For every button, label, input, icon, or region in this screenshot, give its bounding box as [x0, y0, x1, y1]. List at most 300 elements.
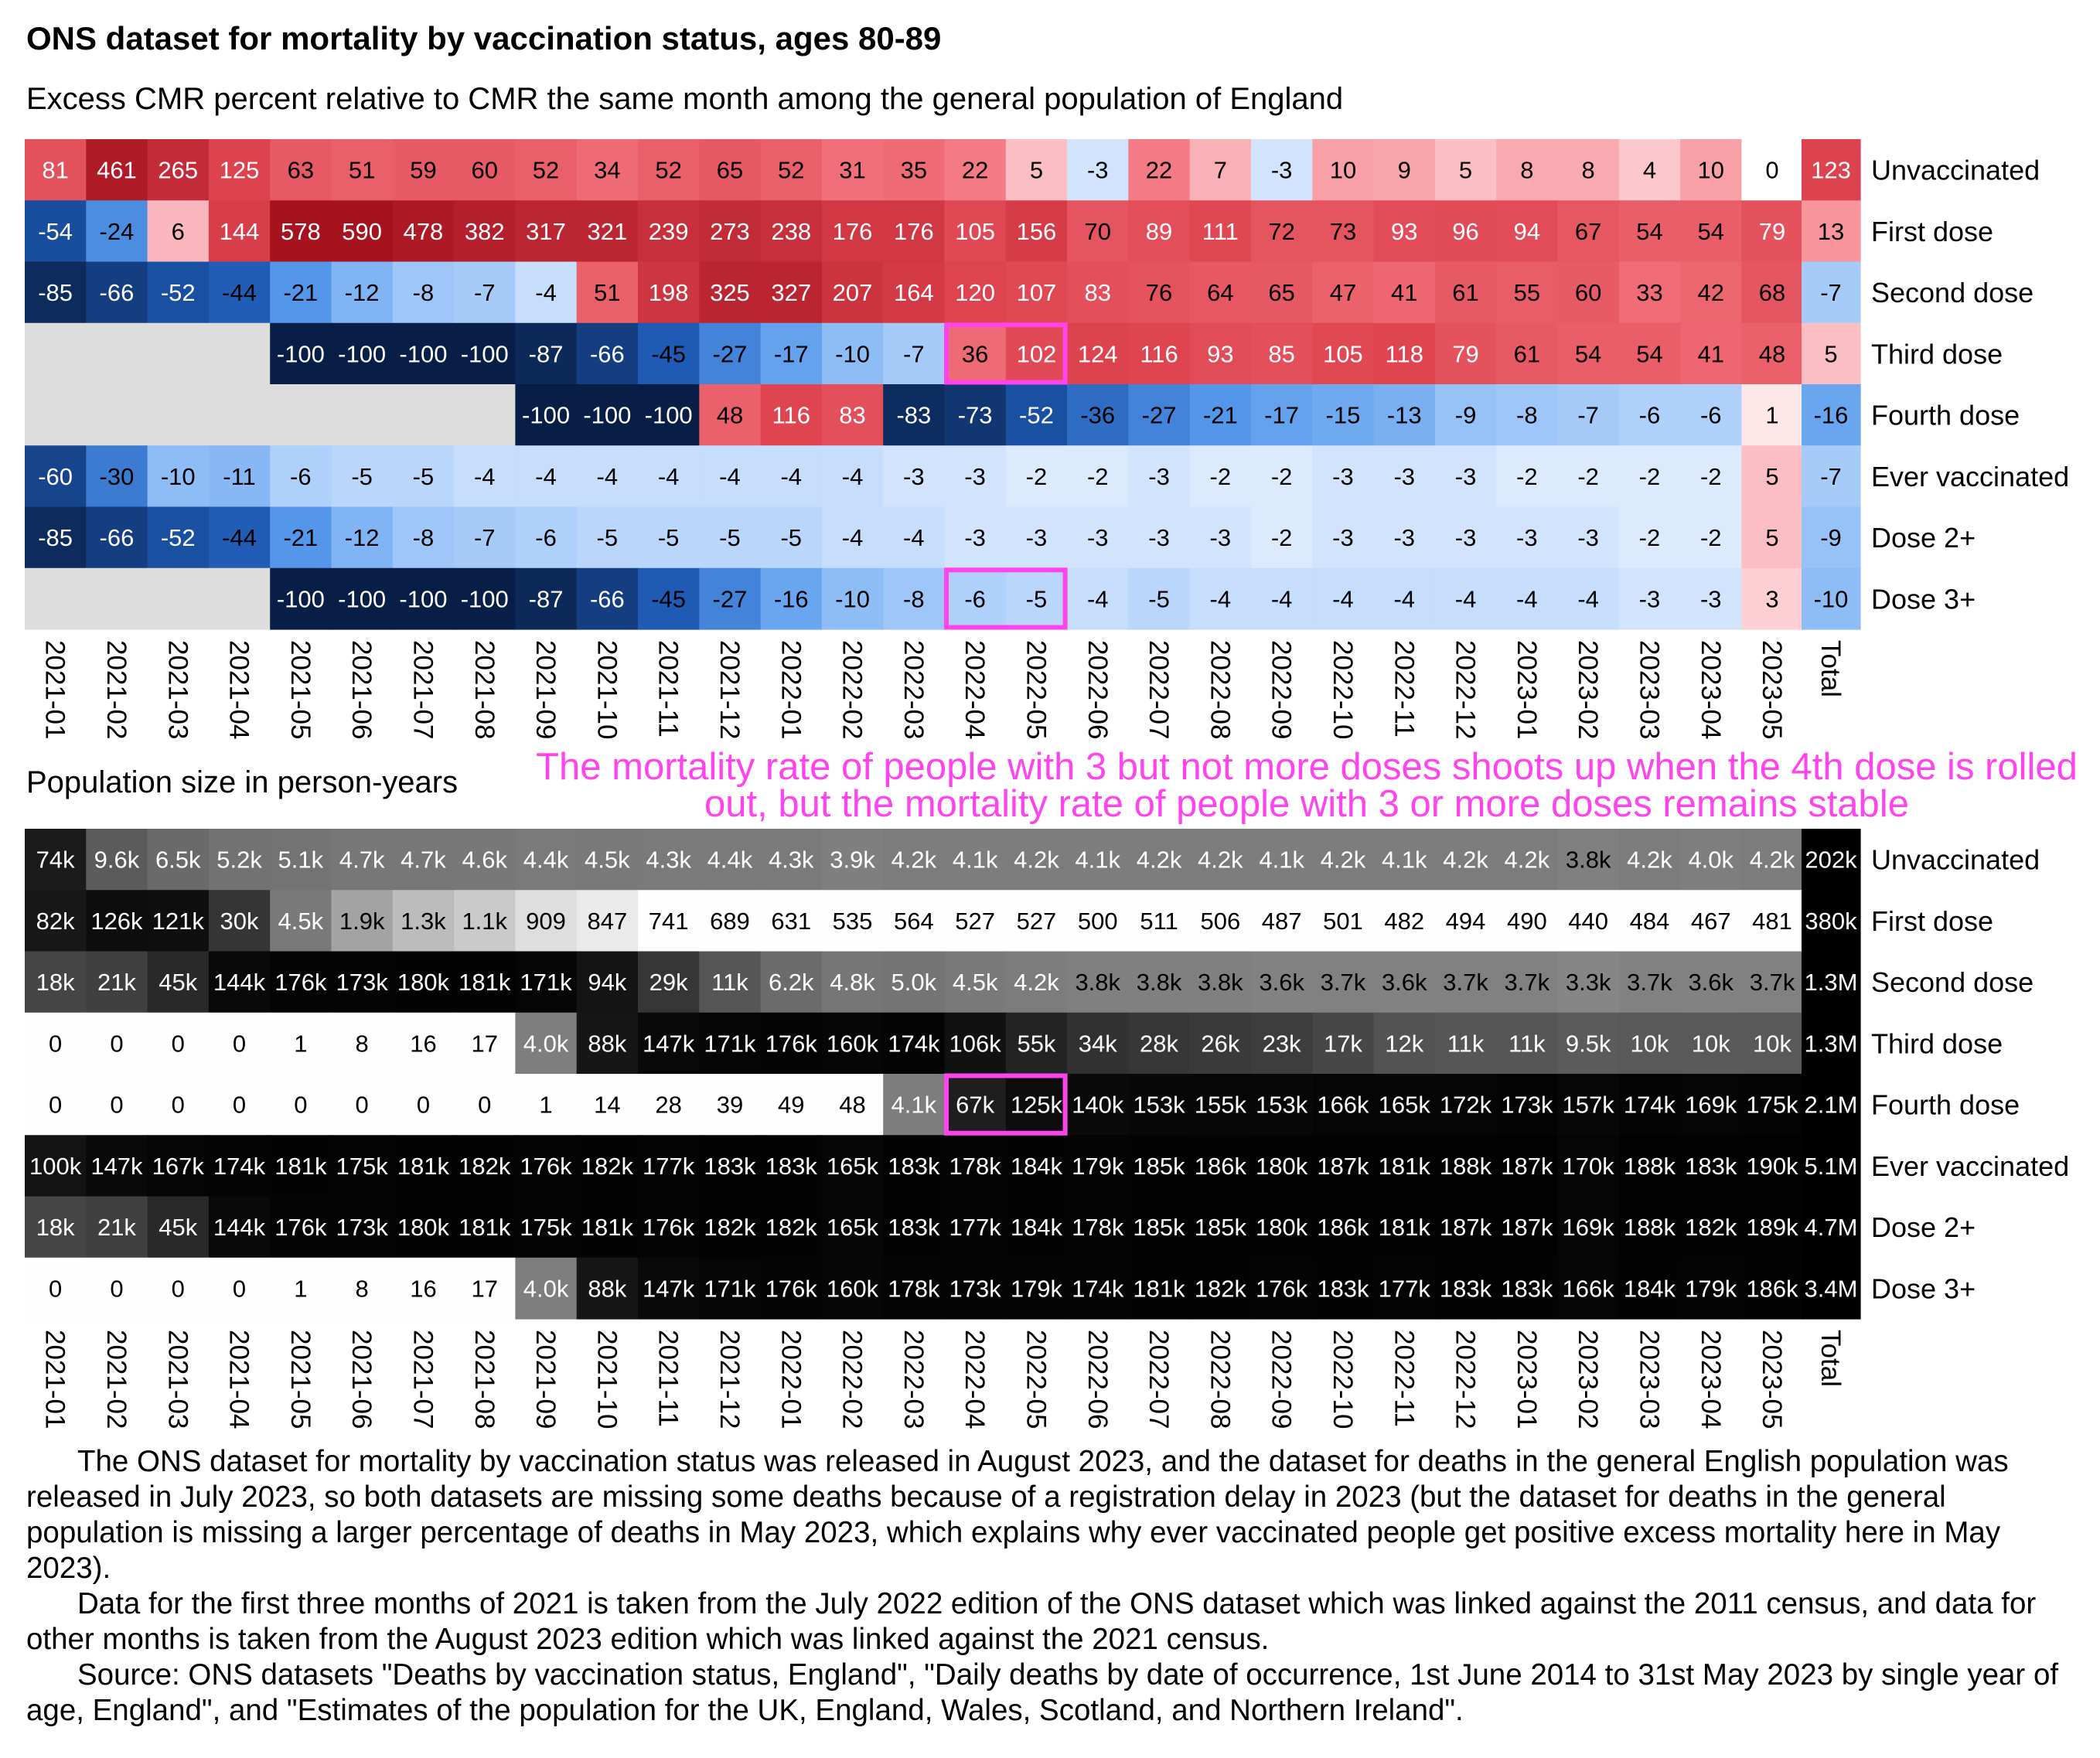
column-tick-label: 2021-08 — [469, 640, 499, 740]
cell-value-label: 170k — [1562, 1152, 1614, 1180]
cell-value-label: 1 — [294, 1275, 308, 1303]
cell-value-label: 631 — [771, 907, 812, 935]
cell-value-label: 118 — [1385, 340, 1423, 368]
column-tick-label: 2022-05 — [1021, 1330, 1052, 1429]
cell-value-label: -5 — [412, 462, 435, 490]
cell-value-label: -66 — [99, 524, 135, 552]
cell-value-label: -3 — [1454, 524, 1477, 552]
cell-value-label: 181k — [1378, 1214, 1430, 1242]
cell-value-label: 9 — [1397, 156, 1411, 184]
cell-value-label: 181k — [1133, 1275, 1185, 1303]
cell-value-label: 11k — [1509, 1030, 1546, 1058]
column-tick-label: 2021-04 — [223, 640, 254, 740]
cell-value-label: -27 — [712, 585, 748, 613]
cell-value-label: -2 — [1270, 462, 1293, 490]
cell-value-label: -4 — [841, 462, 864, 490]
cell-value-label: 490 — [1506, 907, 1547, 935]
cell-value-label: 65 — [716, 156, 744, 184]
cell-value-label: 0 — [49, 1275, 63, 1303]
population-heatmap-title: Population size in person-years — [26, 765, 459, 799]
cell-value-label: 10k — [1753, 1030, 1792, 1058]
cell-value-label: 167k — [152, 1152, 204, 1180]
cell-value-label: 187k — [1501, 1214, 1553, 1242]
column-tick-label: 2022-07 — [1144, 640, 1174, 740]
column-tick-label: 2023-05 — [1757, 640, 1788, 740]
cell-value-label: 185k — [1194, 1214, 1246, 1242]
cell-value-label: 186k — [1194, 1152, 1246, 1180]
cell-value-label: -13 — [1386, 401, 1422, 429]
heat-cell — [393, 384, 455, 446]
cell-value-label: 909 — [526, 907, 566, 935]
cell-value-label: 14 — [594, 1091, 621, 1119]
cell-value-label: 125k — [1010, 1091, 1063, 1119]
cell-value-label: -4 — [1454, 585, 1477, 613]
column-tick-label: 2021-11 — [653, 1330, 684, 1427]
heat-cell — [148, 568, 210, 630]
column-tick-label: 2022-03 — [898, 640, 929, 740]
column-tick-label: Total — [1815, 640, 1846, 697]
column-tick-label: 2021-01 — [39, 640, 70, 740]
cell-value-label: -85 — [38, 279, 73, 307]
cell-value-label: -10 — [835, 585, 870, 613]
cell-value-label: 181k — [459, 1214, 511, 1242]
cell-value-label: 17 — [471, 1030, 498, 1058]
cell-value-label: -8 — [1516, 401, 1538, 429]
cell-value-label: 34 — [594, 156, 621, 184]
heat-cell — [148, 384, 210, 446]
cell-value-label: 184k — [1010, 1214, 1063, 1242]
cell-value-label: -45 — [651, 585, 687, 613]
cell-value-label: 111 — [1202, 217, 1239, 245]
cell-value-label: 239 — [648, 217, 689, 245]
cell-value-label: -21 — [283, 279, 319, 307]
cell-value-label: -16 — [773, 585, 809, 613]
cell-value-label: 171k — [520, 969, 572, 997]
cell-value-label: -85 — [38, 524, 73, 552]
column-tick-label: 2023-01 — [1511, 640, 1542, 740]
cell-value-label: 4.2k — [1136, 846, 1182, 874]
cell-value-label: 3.6k — [1688, 969, 1734, 997]
cell-value-label: 144k — [213, 969, 266, 997]
cell-value-label: 3.8k — [1198, 969, 1243, 997]
cell-value-label: -60 — [38, 462, 73, 490]
row-label-ever-vaccinated: Ever vaccinated — [1871, 1150, 2070, 1182]
cell-value-label: 5 — [1029, 156, 1044, 184]
cell-value-label: 29k — [649, 969, 688, 997]
column-tick-label: 2021-12 — [714, 1330, 745, 1429]
cell-value-label: 182k — [581, 1152, 633, 1180]
cell-value-label: 47 — [1329, 279, 1357, 307]
cell-value-label: 10 — [1329, 156, 1357, 184]
cell-value-label: -4 — [1516, 585, 1538, 613]
cell-value-label: 34k — [1078, 1030, 1117, 1058]
cell-value-label: 183k — [888, 1214, 940, 1242]
cell-value-label: 10 — [1697, 156, 1724, 184]
cell-value-label: 187k — [1317, 1152, 1369, 1180]
heat-cell — [209, 323, 271, 385]
cell-value-label: -6 — [1699, 401, 1722, 429]
cell-value-label: 4.7k — [339, 846, 385, 874]
cell-value-label: 123 — [1811, 156, 1851, 184]
cell-value-label: -8 — [412, 279, 435, 307]
cell-value-label: 382 — [464, 217, 505, 245]
cell-value-label: 325 — [710, 279, 750, 307]
cell-value-label: 106k — [949, 1030, 1001, 1058]
cell-value-label: 177k — [949, 1214, 1001, 1242]
heat-cell — [25, 384, 87, 446]
cell-value-label: -3 — [1332, 524, 1354, 552]
cell-value-label: -5 — [780, 524, 803, 552]
cell-value-label: 166k — [1317, 1091, 1369, 1119]
cell-value-label: -6 — [290, 462, 312, 490]
cell-value-label: 327 — [771, 279, 812, 307]
cell-value-label: -100 — [644, 401, 693, 429]
cell-value-label: 173k — [336, 969, 388, 997]
cell-value-label: -7 — [1577, 401, 1599, 429]
column-tick-label: 2022-01 — [776, 640, 806, 740]
cell-value-label: 121k — [152, 907, 204, 935]
cell-value-label: 0 — [355, 1091, 369, 1119]
column-tick-label: 2022-08 — [1205, 1330, 1236, 1429]
column-tick-label: 2021-12 — [714, 640, 745, 740]
column-tick-label: 2021-03 — [162, 640, 193, 740]
cell-value-label: 176 — [893, 217, 934, 245]
cell-value-label: 85 — [1268, 340, 1295, 368]
cell-value-label: 36 — [961, 340, 989, 368]
cell-value-label: 187k — [1501, 1152, 1553, 1180]
cell-value-label: 183k — [1501, 1275, 1553, 1303]
column-tick-label: 2022-03 — [898, 1330, 929, 1429]
cell-value-label: 202k — [1805, 846, 1857, 874]
cell-value-label: 5 — [1824, 340, 1838, 368]
cell-value-label: 164 — [893, 279, 934, 307]
heat-cell — [86, 384, 148, 446]
cell-value-label: -45 — [651, 340, 687, 368]
cell-value-label: 10k — [1630, 1030, 1669, 1058]
cell-value-label: 107 — [1016, 279, 1057, 307]
cell-value-label: 9.6k — [94, 846, 140, 874]
cell-value-label: -16 — [1813, 401, 1849, 429]
row-label-dose-3: Dose 3+ — [1871, 583, 1976, 615]
cell-value-label: -52 — [1019, 401, 1054, 429]
cell-value-label: 182k — [1194, 1275, 1246, 1303]
cell-value-label: 51 — [594, 279, 621, 307]
cell-value-label: 147k — [643, 1275, 695, 1303]
cell-value-label: 0 — [294, 1091, 308, 1119]
cell-value-label: 176k — [643, 1214, 695, 1242]
cell-value-label: 176k — [765, 1030, 817, 1058]
cell-value-label: 59 — [410, 156, 437, 184]
row-label-second-dose: Second dose — [1871, 277, 2034, 309]
cell-value-label: 689 — [710, 907, 750, 935]
cell-value-label: 564 — [893, 907, 934, 935]
cell-value-label: 41 — [1391, 279, 1418, 307]
cell-value-label: -12 — [344, 279, 380, 307]
cell-value-label: 3.7k — [1749, 969, 1795, 997]
cell-value-label: -2 — [1516, 462, 1538, 490]
column-tick-label: 2022-08 — [1205, 640, 1236, 740]
cell-value-label: 65 — [1268, 279, 1295, 307]
cell-value-label: -27 — [1141, 401, 1177, 429]
cell-value-label: 0 — [478, 1091, 492, 1119]
cell-value-label: 181k — [397, 1152, 450, 1180]
cell-value-label: 147k — [643, 1030, 695, 1058]
cell-value-label: 174k — [1072, 1275, 1124, 1303]
column-tick-label: 2021-04 — [223, 1330, 254, 1429]
cell-value-label: 175k — [336, 1152, 388, 1180]
chart-title: ONS dataset for mortality by vaccination status, ages 80-89 — [26, 20, 942, 56]
column-tick-label: 2023-04 — [1695, 640, 1726, 740]
cell-value-label: 16 — [410, 1030, 437, 1058]
cell-value-label: 185k — [1133, 1214, 1185, 1242]
cell-value-label: -52 — [160, 279, 196, 307]
cell-value-label: 180k — [397, 969, 450, 997]
column-tick-label: 2021-09 — [530, 640, 561, 740]
cell-value-label: 189k — [1746, 1214, 1798, 1242]
column-tick-label: 2023-03 — [1634, 1330, 1665, 1429]
column-tick-label: 2021-07 — [407, 640, 438, 740]
cell-value-label: 0 — [232, 1030, 247, 1058]
cell-value-label: 17k — [1323, 1030, 1362, 1058]
cell-value-label: 182k — [1685, 1214, 1737, 1242]
cell-value-label: 494 — [1445, 907, 1486, 935]
cell-value-label: 93 — [1391, 217, 1418, 245]
cell-value-label: 1.1k — [462, 907, 508, 935]
cell-value-label: -66 — [589, 585, 625, 613]
cell-value-label: 4.0k — [1688, 846, 1734, 874]
cell-value-label: 17 — [471, 1275, 498, 1303]
cell-value-label: 511 — [1140, 907, 1178, 935]
cell-value-label: 5.1k — [278, 846, 324, 874]
cell-value-label: -7 — [1820, 462, 1842, 490]
cell-value-label: 527 — [1016, 907, 1057, 935]
cell-value-label: 153k — [1256, 1091, 1308, 1119]
cell-value-label: 177k — [643, 1152, 695, 1180]
row-label-third-dose: Third dose — [1871, 1027, 2003, 1060]
cell-value-label: 175k — [520, 1214, 572, 1242]
cell-value-label: 178k — [1072, 1214, 1124, 1242]
cell-value-label: 500 — [1077, 907, 1118, 935]
cell-value-label: 177k — [1378, 1275, 1430, 1303]
cell-value-label: 238 — [771, 217, 812, 245]
cell-value-label: 190k — [1746, 1152, 1798, 1180]
cell-value-label: -15 — [1325, 401, 1361, 429]
cell-value-label: 94k — [588, 969, 627, 997]
cell-value-label: 5 — [1765, 462, 1779, 490]
heat-cell — [209, 568, 271, 630]
cell-value-label: -24 — [99, 217, 135, 245]
cell-value-label: 4.2k — [1014, 846, 1059, 874]
column-tick-label: 2021-10 — [591, 1330, 622, 1429]
cell-value-label: 3.8k — [1565, 846, 1611, 874]
column-tick-label: 2023-02 — [1573, 1330, 1604, 1429]
cell-value-label: 527 — [955, 907, 996, 935]
cell-value-label: -4 — [1332, 585, 1354, 613]
cell-value-label: 4.4k — [523, 846, 569, 874]
cell-value-label: -3 — [903, 462, 925, 490]
cell-value-label: 179k — [1072, 1152, 1124, 1180]
cell-value-label: 55k — [1017, 1030, 1056, 1058]
cell-value-label: 126k — [90, 907, 143, 935]
cell-value-label: -3 — [1332, 462, 1354, 490]
cell-value-label: 8 — [1520, 156, 1534, 184]
cell-value-label: 83 — [1084, 279, 1111, 307]
cell-value-label: 321 — [587, 217, 628, 245]
cell-value-label: -66 — [589, 340, 625, 368]
cell-value-label: 461 — [97, 156, 137, 184]
cell-value-label: 173k — [949, 1275, 1001, 1303]
cell-value-label: -4 — [780, 462, 803, 490]
cell-value-label: 63 — [287, 156, 315, 184]
cell-value-label: -3 — [964, 462, 986, 490]
cell-value-label: 52 — [655, 156, 682, 184]
cell-value-label: 8 — [355, 1030, 369, 1058]
cell-value-label: 180k — [1256, 1214, 1308, 1242]
column-tick-label: 2021-07 — [407, 1330, 438, 1429]
cell-value-label: 184k — [1623, 1275, 1676, 1303]
cell-value-label: -4 — [1209, 585, 1232, 613]
cell-value-label: 11k — [711, 969, 748, 997]
column-tick-label: 2022-09 — [1266, 1330, 1297, 1429]
cell-value-label: 1 — [539, 1091, 553, 1119]
cell-value-label: 188k — [1439, 1152, 1492, 1180]
cell-value-label: 116 — [1140, 340, 1178, 368]
column-tick-label: 2022-05 — [1021, 640, 1052, 740]
column-tick-label: 2022-02 — [837, 1330, 868, 1429]
cell-value-label: 155k — [1194, 1091, 1246, 1119]
column-tick-label: 2021-05 — [285, 640, 315, 740]
cell-value-label: 54 — [1697, 217, 1724, 245]
row-label-dose-2: Dose 2+ — [1871, 1211, 1976, 1244]
cell-value-label: -9 — [1820, 524, 1842, 552]
cell-value-label: 6.5k — [155, 846, 201, 874]
cell-value-label: -2 — [1699, 462, 1722, 490]
cell-value-label: 5.1M — [1804, 1152, 1858, 1180]
cell-value-label: -100 — [338, 340, 387, 368]
cell-value-label: 67 — [1574, 217, 1602, 245]
cell-value-label: -7 — [903, 340, 925, 368]
cell-value-label: 144k — [213, 1214, 266, 1242]
cell-value-label: 4.1k — [1381, 846, 1427, 874]
row-label-unvaccinated: Unvaccinated — [1871, 843, 2040, 876]
cell-value-label: 3.8k — [1075, 969, 1121, 997]
cell-value-label: 4.7M — [1804, 1214, 1858, 1242]
cell-value-label: 4.1k — [1075, 846, 1121, 874]
cell-value-label: -3 — [1148, 524, 1170, 552]
cell-value-label: 4.8k — [830, 969, 875, 997]
cell-value-label: 16 — [410, 1275, 437, 1303]
cell-value-label: 2.1M — [1804, 1091, 1858, 1119]
footnote-registration-delay: The ONS dataset for mortality by vaccination status was released in August 2023, and the dataset for deaths in the general English population was released in July 2023, so both datasets are missing some deaths because of a registration delay in 2023 (but the dataset for deaths in the general population is missing a larger percentage of deaths in May 2023, which explains why ever vaccinated people get positive excess mortality here in May 2023). — [26, 1445, 2009, 1585]
cell-value-label: 88k — [588, 1030, 627, 1058]
cell-value-label: 4.5k — [952, 969, 998, 997]
row-label-dose-2: Dose 2+ — [1871, 522, 1976, 554]
cell-value-label: 0 — [171, 1030, 185, 1058]
cell-value-label: 173k — [1501, 1091, 1553, 1119]
cell-value-label: 184k — [1010, 1152, 1063, 1180]
cell-value-label: 1 — [1765, 401, 1779, 429]
cell-value-label: 1.3M — [1804, 969, 1858, 997]
cell-value-label: 165k — [826, 1214, 879, 1242]
cell-value-label: -54 — [38, 217, 73, 245]
cell-value-label: 183k — [704, 1152, 756, 1180]
cell-value-label: 0 — [232, 1275, 247, 1303]
cell-value-label: 4.2k — [1014, 969, 1059, 997]
cell-value-label: 317 — [526, 217, 566, 245]
cell-value-label: 481 — [1752, 907, 1792, 935]
cell-value-label: 7 — [1213, 156, 1227, 184]
cell-value-label: 48 — [716, 401, 744, 429]
cell-value-label: 166k — [1562, 1275, 1614, 1303]
cell-value-label: -2 — [1025, 462, 1048, 490]
cell-value-label: 4.1k — [891, 1091, 937, 1119]
cell-value-label: 21k — [97, 969, 136, 997]
cell-value-label: -27 — [712, 340, 748, 368]
cell-value-label: 4.2k — [1443, 846, 1488, 874]
cell-value-label: -2 — [1699, 524, 1722, 552]
cell-value-label: -87 — [528, 585, 564, 613]
cell-value-label: 847 — [587, 907, 628, 935]
cell-value-label: 4.5k — [585, 846, 630, 874]
row-label-unvaccinated: Unvaccinated — [1871, 154, 2040, 186]
cell-value-label: 49 — [778, 1091, 805, 1119]
cell-value-label: 6.2k — [768, 969, 814, 997]
column-tick-label: 2021-08 — [469, 1330, 499, 1429]
cell-value-label: -12 — [344, 524, 380, 552]
cell-value-label: 93 — [1207, 340, 1234, 368]
cell-value-label: 52 — [778, 156, 805, 184]
cell-value-label: -4 — [596, 462, 619, 490]
row-label-fourth-dose: Fourth dose — [1871, 399, 2020, 431]
cell-value-label: 60 — [471, 156, 498, 184]
cell-value-label: -4 — [1086, 585, 1109, 613]
cell-value-label: 157k — [1562, 1091, 1614, 1119]
column-tick-label: 2021-06 — [346, 640, 377, 740]
cell-value-label: 73 — [1329, 217, 1357, 245]
cell-value-label: 8 — [1581, 156, 1595, 184]
cell-value-label: 79 — [1758, 217, 1786, 245]
cell-value-label: 72 — [1268, 217, 1295, 245]
cell-value-label: 182k — [459, 1152, 511, 1180]
cell-value-label: -3 — [1086, 156, 1109, 184]
cell-value-label: 5.0k — [891, 969, 937, 997]
cell-value-label: 482 — [1384, 907, 1425, 935]
cell-value-label: 74k — [36, 846, 75, 874]
cell-value-label: 171k — [704, 1030, 756, 1058]
row-label-fourth-dose: Fourth dose — [1871, 1089, 2020, 1121]
cell-value-label: 160k — [826, 1030, 879, 1058]
cell-value-label: -83 — [896, 401, 932, 429]
cell-value-label: 42 — [1697, 279, 1724, 307]
cell-value-label: 94 — [1513, 217, 1541, 245]
cell-value-label: -5 — [657, 524, 680, 552]
cell-value-label: 501 — [1323, 907, 1363, 935]
column-tick-label: 2022-07 — [1144, 1330, 1174, 1429]
cell-value-label: -2 — [1638, 462, 1661, 490]
column-tick-label: 2021-02 — [101, 1330, 131, 1429]
cell-value-label: 28 — [655, 1091, 682, 1119]
cell-value-label: 181k — [581, 1214, 633, 1242]
cell-value-label: 187k — [1439, 1214, 1492, 1242]
cell-value-label: -87 — [528, 340, 564, 368]
cell-value-label: 4.1k — [952, 846, 998, 874]
row-label-dose-3: Dose 3+ — [1871, 1273, 1976, 1305]
cell-value-label: 89 — [1145, 217, 1173, 245]
cell-value-label: 3.7k — [1320, 969, 1366, 997]
cell-value-label: 178k — [888, 1275, 940, 1303]
cell-value-label: 79 — [1452, 340, 1479, 368]
cell-value-label: 147k — [90, 1152, 143, 1180]
